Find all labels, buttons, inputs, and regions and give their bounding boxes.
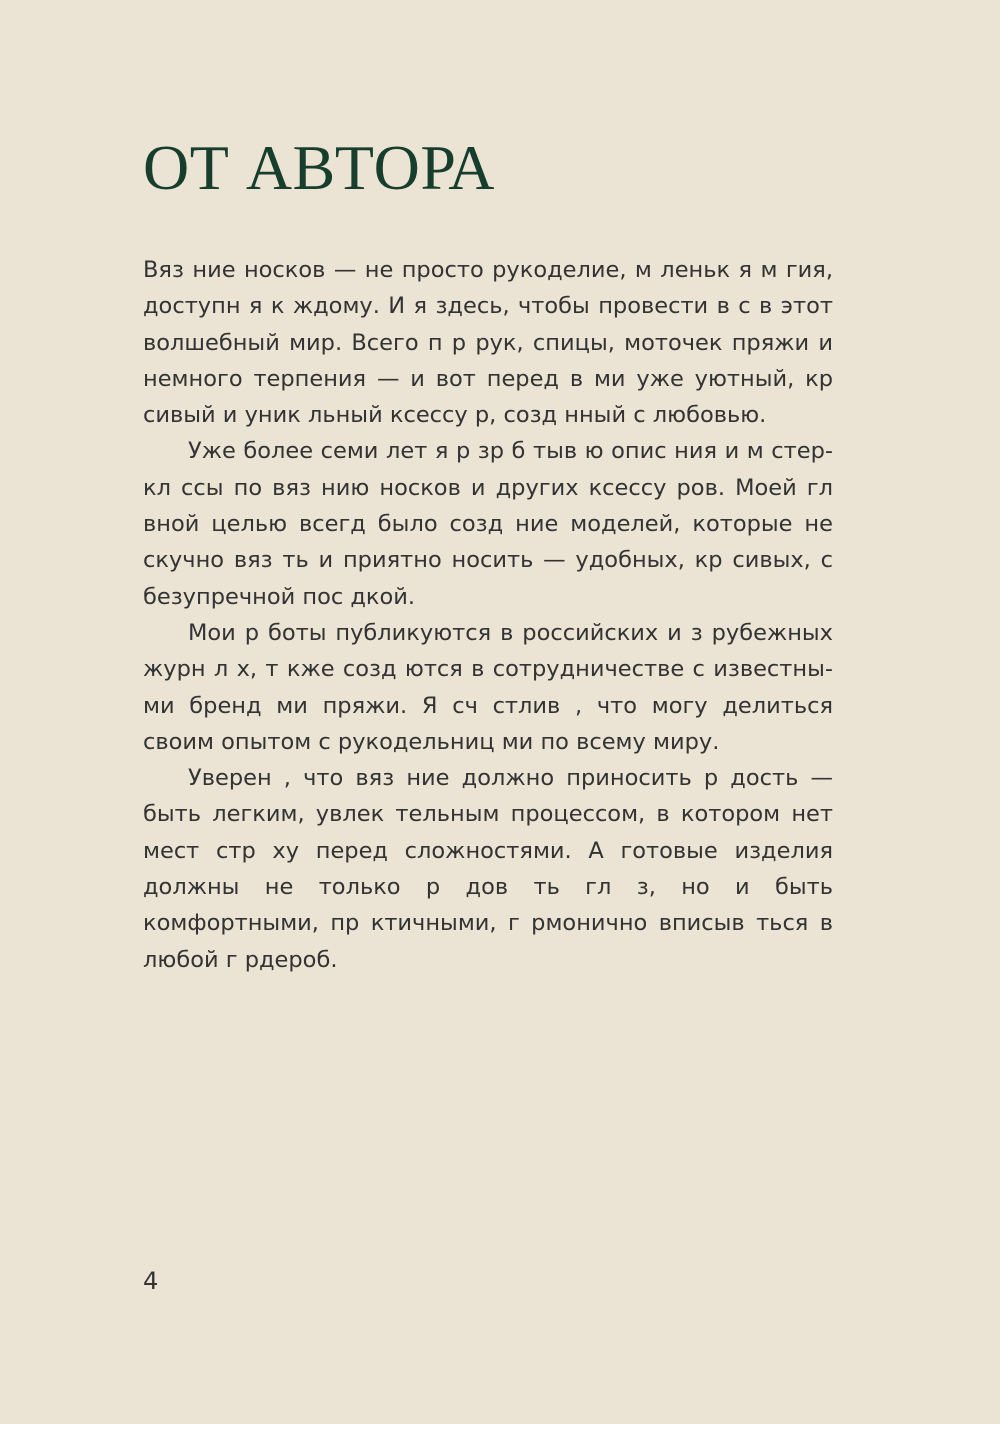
paragraph-1: Вяз ние носков — не просто рукоделие, м леньк я м гия, доступн я к ждому. И я здесь, чтобы провести в с в этот волшебный мир. Всего п р рук, спицы, моточек пряжи и немного терпения — и вот перед в ми уже уютный, кр сивый и уник льный ксессу р, созд нный с любовью. — [143, 257, 833, 429]
page-number: 4 — [143, 1267, 159, 1295]
paragraph-3: Мои р боты публикуются в российских и з рубежных журн л х, т кже созд ются в сотрудничестве с известными бренд ми пряжи. Я сч стлив , что могу делиться своим опытом с рукодельниц ми по всему миру. — [143, 619, 833, 755]
page-title: ОТ АВТОРА — [143, 132, 495, 203]
paragraph-2: Уже более семи лет я р зр б тыв ю опис ния и м стер-кл ссы по вяз нию носков и других ксессу ров. Моей гл вной целью всегд было созд ние моделей, которые не скучно вяз ть и приятно носить — удобных, кр сивых, с безупречной пос дкой. — [143, 438, 833, 610]
paragraph-4: Уверен , что вяз ние должно приносить р дость — быть легким, увлек тельным процессом, в котором нет мест стр ху перед сложностями. А готовые изделия должны не только р дов ть гл з, но и быть комфортными, пр ктичными, г рмонично вписыв ться в любой г рдероб. — [143, 765, 833, 973]
body-text — [143, 252, 833, 978]
